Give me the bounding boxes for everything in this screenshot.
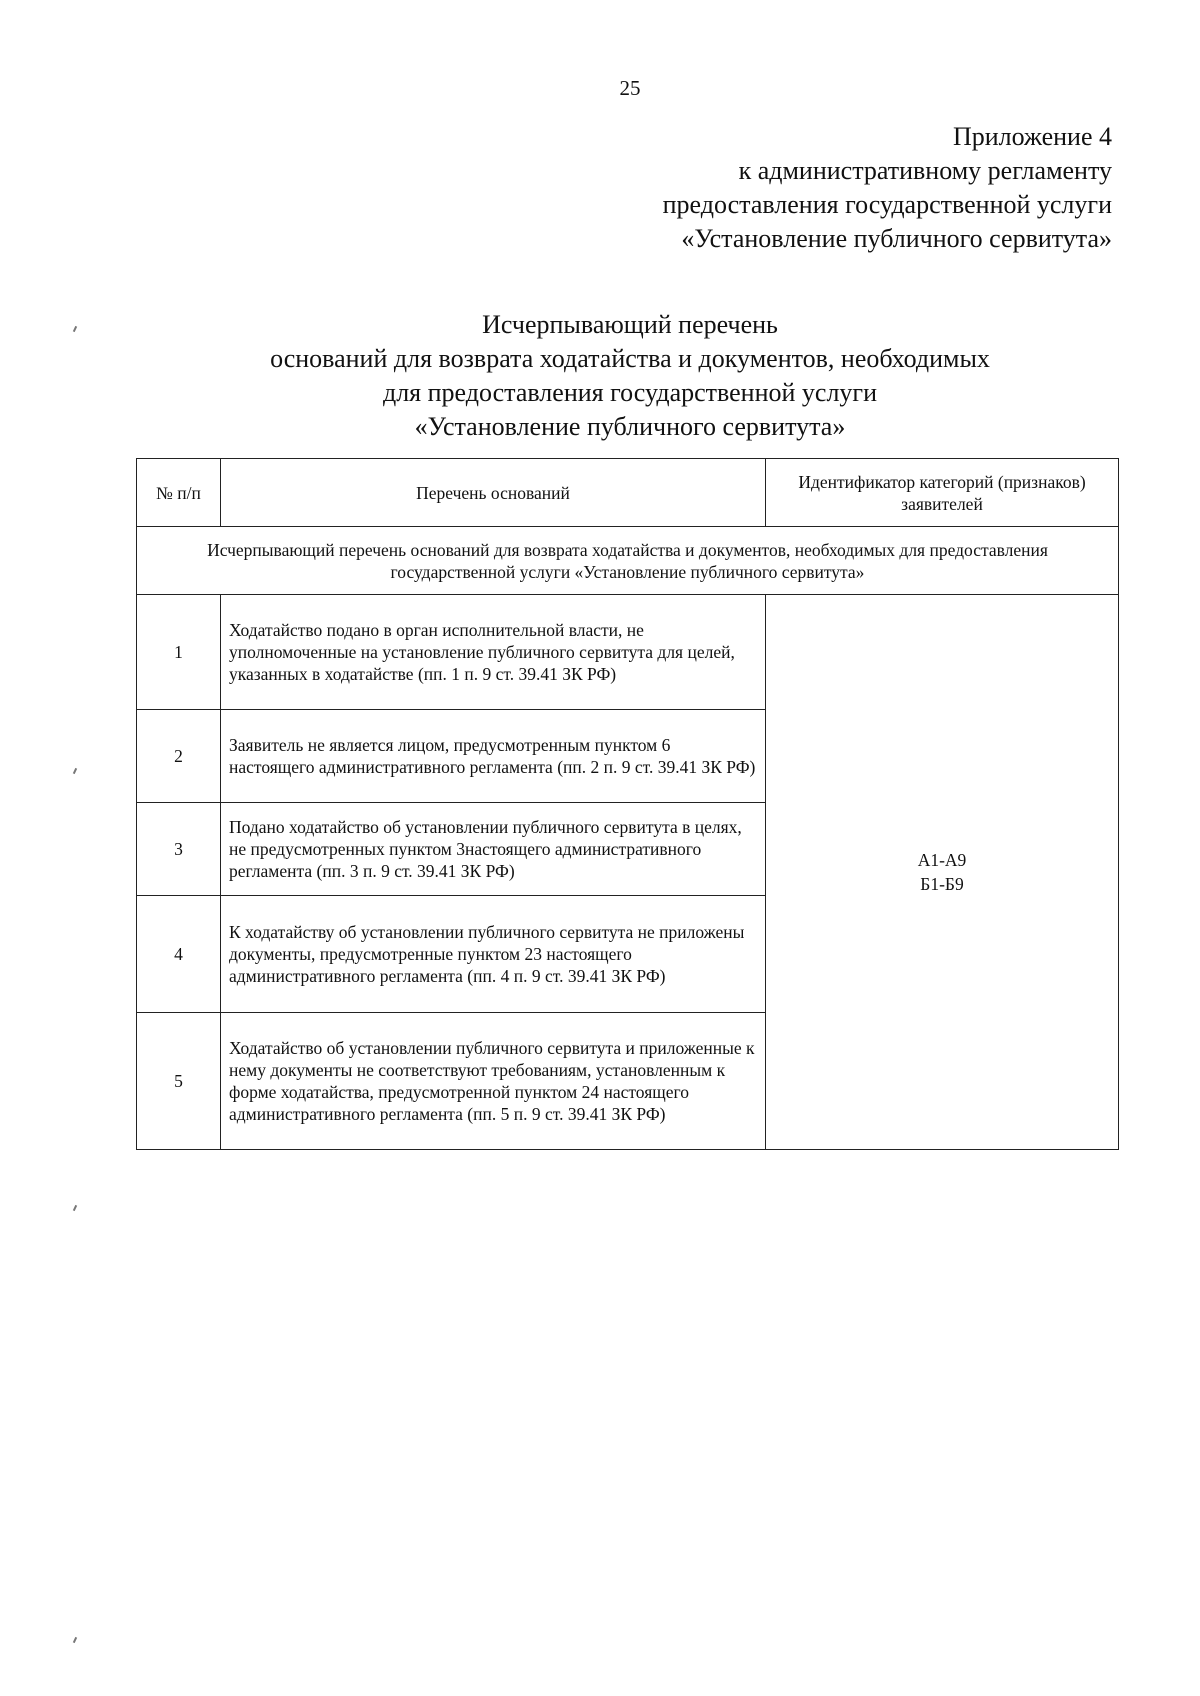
scan-margin-mark <box>73 1637 77 1643</box>
title-line: «Установление публичного сервитута» <box>414 412 846 441</box>
header-grounds: Перечень оснований <box>221 459 766 527</box>
identifier-cell <box>766 595 1119 1150</box>
row-ground-text: Ходатайство об установлении публичного сервитута и приложенные к нему документы не соответствуют требованиям, установленным к форме ходатайства, предусмотренной пунктом 24 настоящего административного регламента (пп. 5 п. 9 ст. 39.41 ЗК РФ) <box>221 1013 766 1150</box>
section-title: Исчерпывающий перечень оснований для возврата ходатайства и документов, необходимых для предоставления государственной услуги «Установление публичного сервитута» <box>137 527 1119 595</box>
title-line: Исчерпывающий перечень <box>482 310 778 339</box>
identifier-value: А1-А9 <box>917 850 967 870</box>
title-line: для предоставления государственной услуги <box>382 378 878 407</box>
row-number: 2 <box>137 710 221 803</box>
row-number: 4 <box>137 896 221 1013</box>
row-ground-text: Ходатайство подано в орган исполнительной власти, не уполномоченные на установление публичного сервитута для целей, указанных в ходатайстве (пп. 1 п. 9 ст. 39.41 ЗК РФ) <box>221 595 766 710</box>
row-number: 5 <box>137 1013 221 1150</box>
title-line: оснований для возврата ходатайства и документов, необходимых <box>270 344 990 373</box>
appendix-line: Приложение 4 <box>952 122 1112 151</box>
header-number: № п/п <box>137 459 221 527</box>
table-row <box>137 595 1119 710</box>
row-number: 3 <box>137 803 221 896</box>
row-number: 1 <box>137 595 221 710</box>
appendix-line: к административному регламенту <box>738 156 1112 185</box>
appendix-header <box>663 120 1112 256</box>
document-title <box>0 308 1200 444</box>
row-ground-text: Заявитель не является лицом, предусмотренным пунктом 6 настоящего административного регламента (пп. 2 п. 9 ст. 39.41 ЗК РФ) <box>221 710 766 803</box>
appendix-line: предоставления государственной услуги <box>662 190 1112 219</box>
row-ground-text: Подано ходатайство об установлении публичного сервитута в целях, не предусмотренных пунктом 3настоящего административного регламента (пп. 3 п. 9 ст. 39.41 ЗК РФ) <box>221 803 766 896</box>
section-row <box>137 527 1119 595</box>
scan-margin-mark <box>73 768 77 774</box>
row-ground-text: К ходатайству об установлении публичного сервитута не приложены документы, предусмотренные пунктом 23 настоящего административного регламента (пп. 4 п. 9 ст. 39.41 ЗК РФ) <box>221 896 766 1013</box>
grounds-table <box>136 458 1119 1150</box>
scan-margin-mark <box>73 1205 77 1211</box>
appendix-line: «Установление публичного сервитута» <box>681 224 1112 253</box>
page-number: 25 <box>619 76 641 100</box>
header-identifier: Идентификатор категорий (признаков) заявителей <box>766 459 1119 527</box>
table-header-row <box>137 459 1119 527</box>
identifier-value: Б1-Б9 <box>920 874 964 894</box>
